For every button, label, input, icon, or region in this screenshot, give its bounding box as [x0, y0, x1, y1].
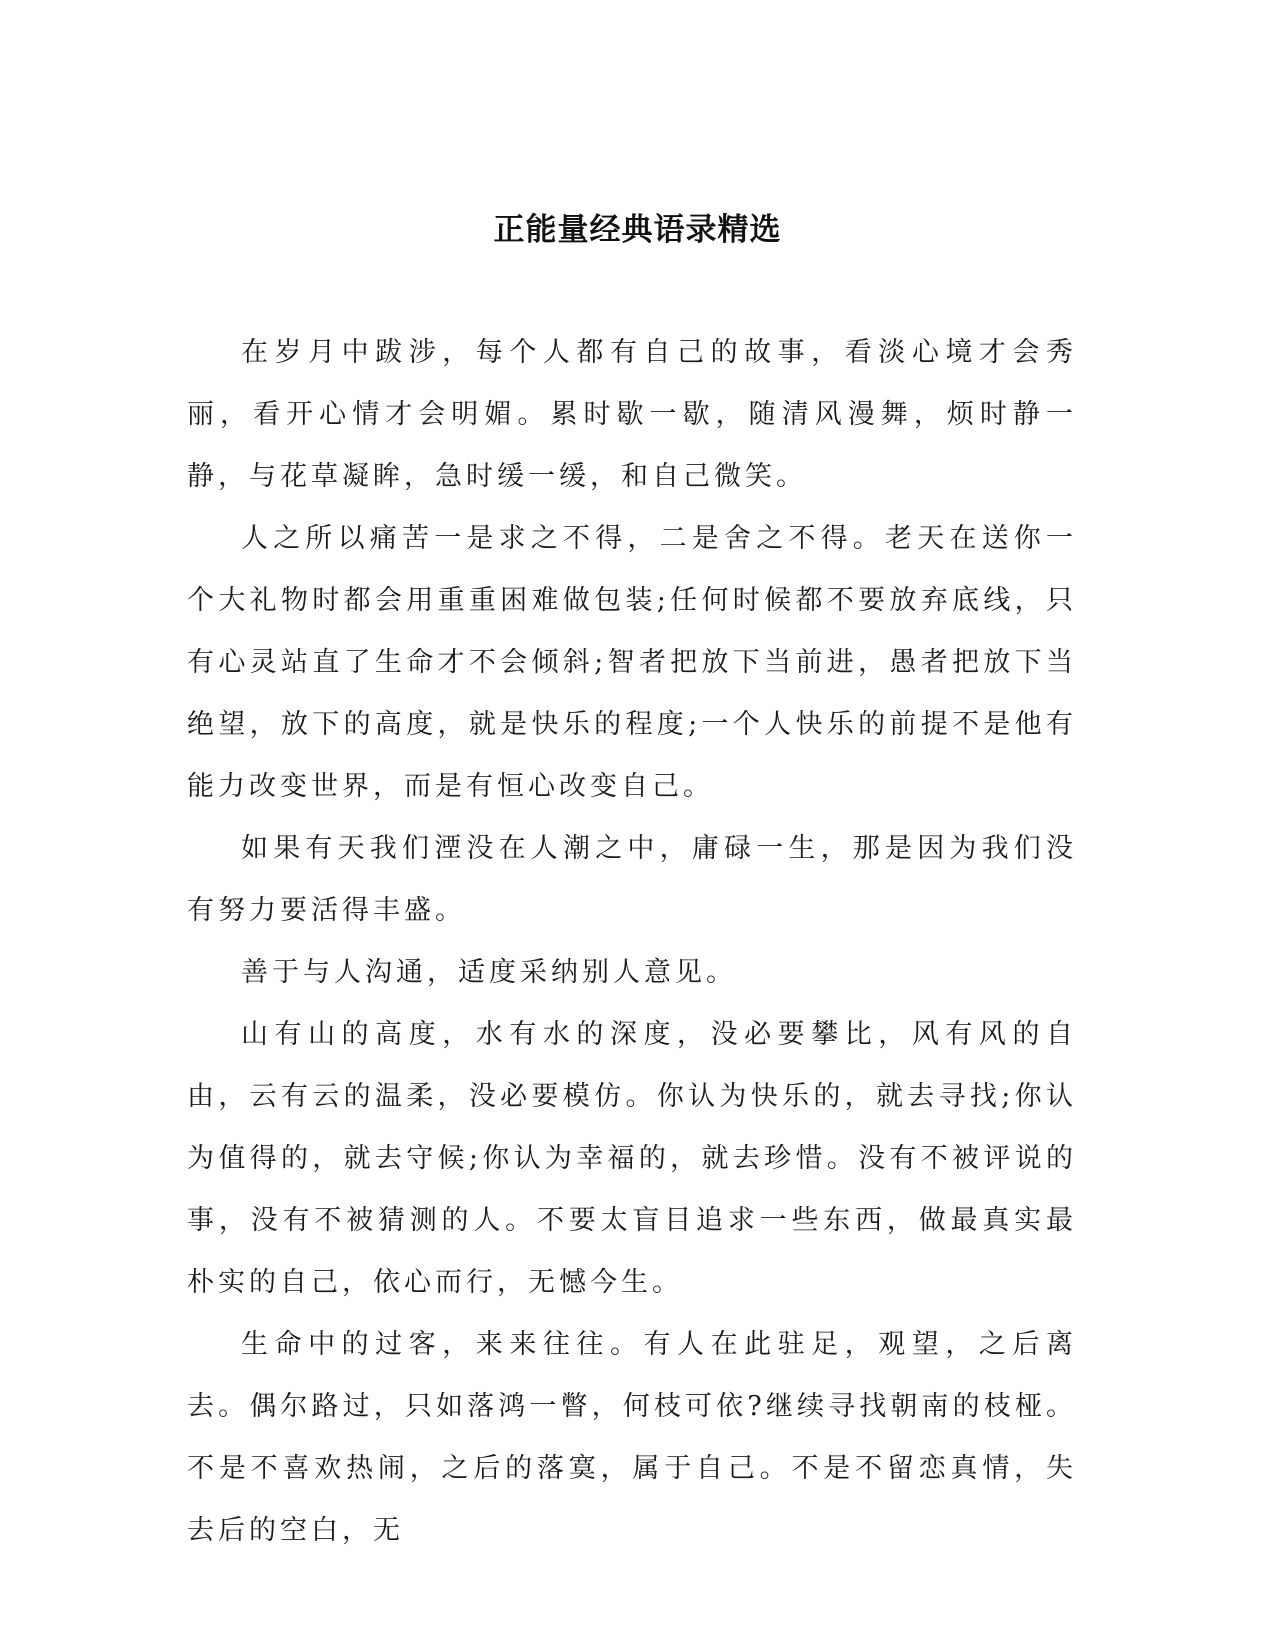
paragraph: 在岁月中跋涉，每个人都有自己的故事，看淡心境才会秀丽，看开心情才会明媚。累时歇一歇，随清风漫舞，烦时静一静，与花草凝眸，急时缓一缓，和自己微笑。 — [187, 337, 1077, 492]
paragraph: 生命中的过客，来来往往。有人在此驻足，观望，之后离去。偶尔路过，只如落鸿一瞥，何枝可依?继续寻找朝南的枝桠。不是不喜欢热闹，之后的落寞，属于自己。不是不留恋真情，失去后的空白，无 — [187, 1329, 1077, 1546]
document-body — [187, 322, 1077, 1562]
paragraph: 善于与人沟通，适度采纳别人意见。 — [241, 957, 737, 988]
paragraph: 如果有天我们湮没在人潮之中，庸碌一生，那是因为我们没有努力要活得丰盛。 — [187, 833, 1077, 926]
paragraph: 人之所以痛苦一是求之不得，二是舍之不得。老天在送你一个大礼物时都会用重重困难做包装;任何时候都不要放弃底线，只有心灵站直了生命才不会倾斜;智者把放下当前进，愚者把放下当绝望，放下的高度，就是快乐的程度;一个人快乐的前提不是他有能力改变世界，而是有恒心改变自己。 — [187, 523, 1077, 802]
paragraph: 山有山的高度，水有水的深度，没必要攀比，风有风的自由，云有云的温柔，没必要模仿。你认为快乐的，就去寻找;你认为值得的，就去守候;你认为幸福的，就去珍惜。没有不被评说的事，没有不被猜测的人。不要太盲目追求一些东西，做最真实最朴实的自己，依心而行，无憾今生。 — [187, 1019, 1077, 1298]
document-title: 正能量经典语录精选 — [493, 212, 782, 248]
